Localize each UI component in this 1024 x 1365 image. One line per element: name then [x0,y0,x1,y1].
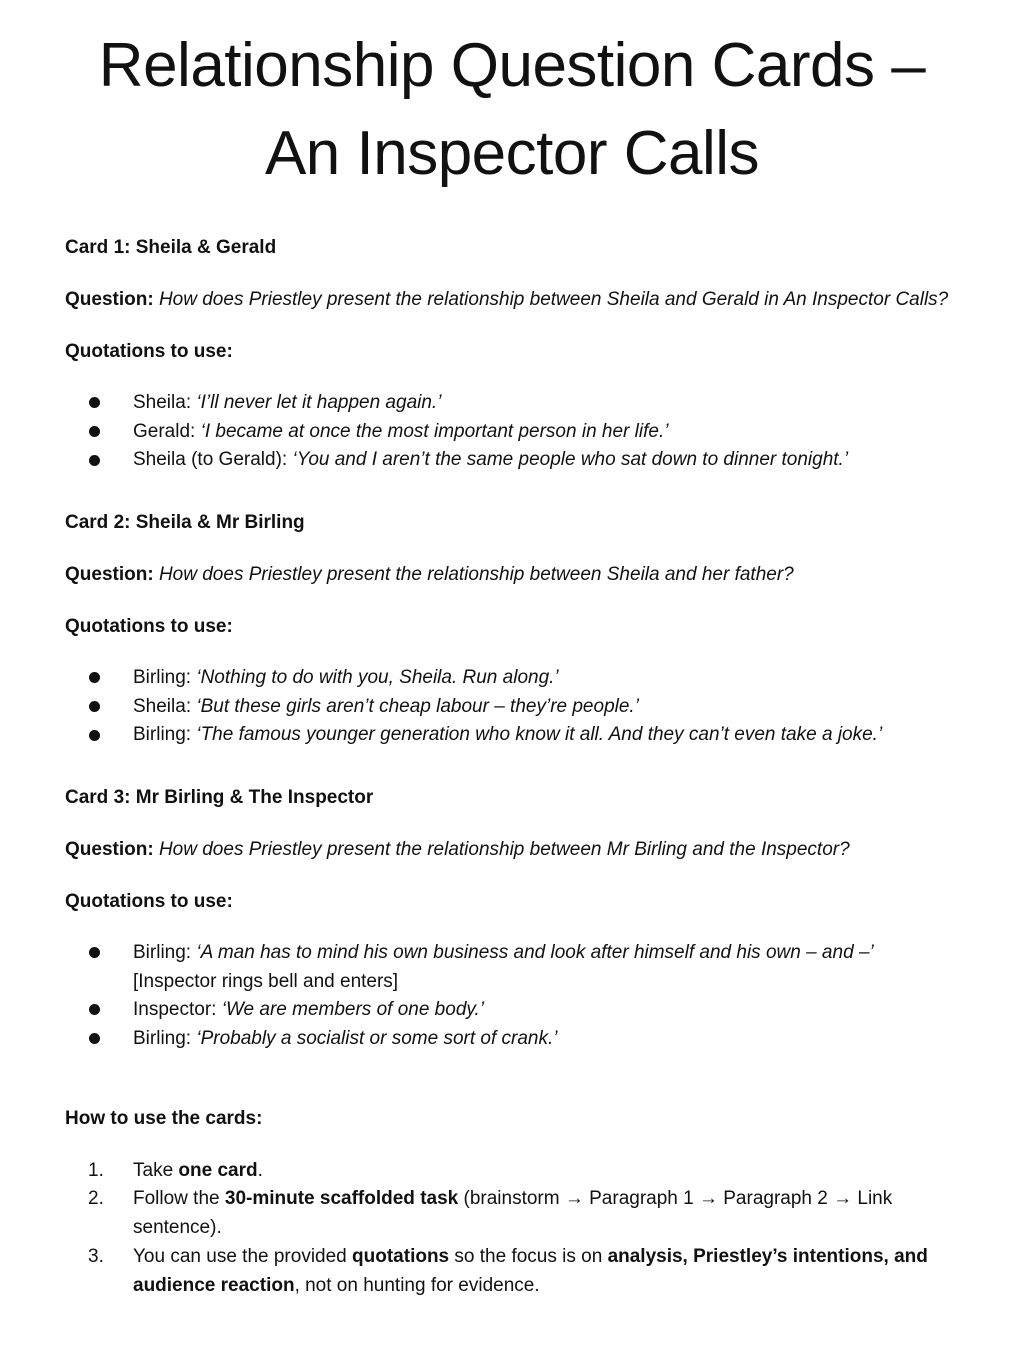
card-1-question [65,288,948,312]
card-2-quote-3 [133,723,882,747]
card-3-quote-1 [133,941,874,965]
quote-text: ‘Probably a socialist or some sort of crank.’ [196,1028,558,1049]
card-1-quote-2 [133,420,668,444]
step-number: 1. [88,1160,104,1181]
quote-text: ‘A man has to mind his own business and look after himself and his own – and –’ [196,942,874,963]
quote-speaker: Birling: [133,942,197,963]
quote-speaker: Birling: [133,667,197,688]
quote-speaker: Inspector: [133,999,222,1020]
step-text: Follow the [133,1188,225,1209]
bullet-icon [89,426,100,437]
card-1-question-text: How does Priestley present the relationship between Sheila and Gerald in An Inspector Calls? [158,289,949,310]
title-line-2: An Inspector Calls [264,119,760,188]
quote-text: ‘I became at once the most important person in her life.’ [200,421,669,442]
step-emphasis: one card [178,1160,258,1181]
quote-speaker: Birling: [133,1028,197,1049]
quote-text: ‘The famous younger generation who know it all. And they can’t even take a joke.’ [196,724,883,745]
question-label: Question: [65,839,154,860]
bullet-icon [89,455,100,466]
card-3-heading: Card 3: Mr Birling & The Inspector [65,787,374,808]
card-2-quote-2 [133,695,639,719]
how-to-heading: How to use the cards: [65,1108,263,1129]
step-3 [133,1245,928,1269]
bullet-icon [89,397,100,408]
card-1-quote-3 [133,448,848,472]
question-label: Question: [65,564,154,585]
card-2-quote-1 [133,666,559,690]
card-2-question [65,563,794,587]
card-3-quote-3 [133,1027,558,1051]
page-title [40,22,984,198]
quote-text: ‘I’ll never let it happen again.’ [196,392,442,413]
card-2-quotations-label: Quotations to use: [65,616,233,637]
quote-text: ‘We are members of one body.’ [221,999,484,1020]
quote-speaker: Sheila: [133,392,197,413]
bullet-icon [89,1004,100,1015]
step-text: . [257,1160,263,1181]
bullet-icon [89,1033,100,1044]
card-1-quote-1 [133,391,441,415]
step-text: (brainstorm → Paragraph 1 → Paragraph 2 → Link [458,1188,893,1209]
step-2-continuation: sentence). [133,1217,222,1238]
quote-text: ‘You and I aren’t the same people who sat down to dinner tonight.’ [292,449,849,470]
step-number: 2. [88,1188,104,1209]
quote-text: ‘But these girls aren’t cheap labour – they’re people.’ [196,696,639,717]
step-emphasis: quotations [352,1246,450,1267]
title-line-1: Relationship Question Cards – [98,31,926,100]
card-2-question-text: How does Priestley present the relationship between Sheila and her father? [158,564,794,585]
card-3-quotations-label: Quotations to use: [65,891,233,912]
quote-text: ‘Nothing to do with you, Sheila. Run along.’ [196,667,559,688]
quote-speaker: Sheila: [133,696,197,717]
step-text: , not on hunting for evidence. [294,1275,540,1296]
step-number: 3. [88,1246,104,1267]
bullet-icon [89,701,100,712]
quote-speaker: Gerald: [133,421,201,442]
bullet-icon [89,672,100,683]
card-3-quote-2 [133,998,484,1022]
card-1-heading: Card 1: Sheila & Gerald [65,237,277,258]
question-label: Question: [65,289,154,310]
step-emphasis: analysis, Priestley’s intentions, and [607,1246,928,1267]
card-3-question-text: How does Priestley present the relationship between Mr Birling and the Inspector? [158,839,850,860]
step-text: You can use the provided [133,1246,353,1267]
quote-speaker: Birling: [133,724,197,745]
quote-speaker: Sheila (to Gerald): [133,449,293,470]
step-2 [133,1187,892,1211]
bullet-icon [89,947,100,958]
step-3-continuation [133,1274,540,1298]
card-3-quote-1-continuation: [Inspector rings bell and enters] [133,971,399,992]
step-1 [133,1159,263,1183]
card-2-heading: Card 2: Sheila & Mr Birling [65,512,305,533]
bullet-icon [89,730,100,741]
card-3-question [65,838,850,862]
step-text: Take [133,1160,179,1181]
step-emphasis: 30-minute scaffolded task [224,1188,459,1209]
card-1-quotations-label: Quotations to use: [65,341,233,362]
step-emphasis: audience reaction [133,1275,295,1296]
step-text: so the focus is on [449,1246,608,1267]
